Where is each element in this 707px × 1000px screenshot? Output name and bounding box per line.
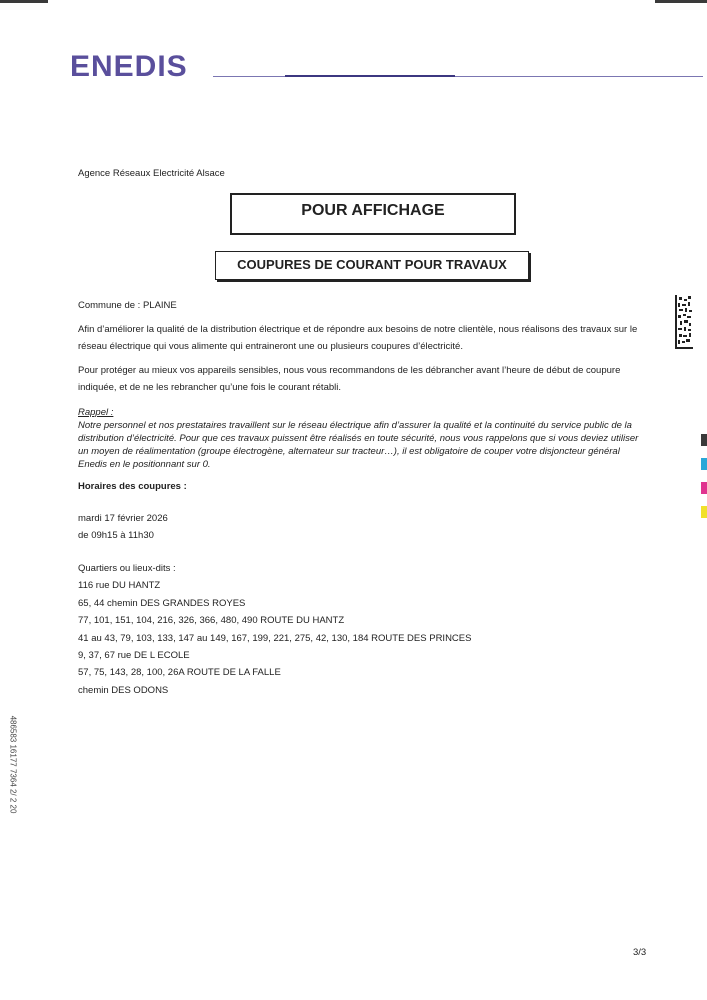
print-mark-magenta (701, 482, 707, 494)
schedule-date: mardi 17 février 2026 (78, 513, 168, 524)
list-item: 77, 101, 151, 104, 216, 326, 366, 480, 490 ROUTE DU HANTZ (78, 615, 345, 627)
page-title: POUR AFFICHAGE (301, 202, 445, 219)
datamatrix-code (675, 295, 693, 349)
scan-mark-left (0, 0, 48, 3)
scan-mark-right (655, 0, 707, 3)
enedis-logo: ENEDIS (70, 50, 188, 83)
schedule-heading: Horaires des coupures : (78, 481, 187, 492)
rappel-label: Rappel : (78, 407, 114, 418)
intro-paragraph: Afin d’améliorer la qualité de la distribution électrique et de répondre aux besoins de notre clientèle, nous réalisons des travaux sur le réseau électrique qui vous alimente qui entraineront une ou plusieurs coupures d’électricité. (78, 324, 638, 352)
side-code: 486583 16177 7364 2/ 2 20 (8, 715, 18, 814)
rappel-text: Notre personnel et nos prestataires travaillent sur le réseau électrique afin d’assurer la qualité et la continuité du service public de la distribution d’électricité. Pour que ces travaux puissent être réalisés en toute sécurité, nous vous rappelons que si vous deviez utiliser un moyen de réalimentation (groupe électrogène, alternateur sur tracteur…), il est obligatoire de couper votre disjoncteur général Enedis en le positionnant sur 0. (78, 420, 639, 470)
list-item: 9, 37, 67 rue DE L ECOLE (78, 650, 190, 662)
list-item: 116 rue DU HANTZ (78, 580, 161, 592)
page-number: 3/3 (633, 947, 647, 958)
areas-list (78, 560, 471, 699)
print-mark-black (701, 434, 707, 446)
advice-paragraph: Pour protéger au mieux vos appareils sensibles, nous vous recommandons de les débrancher avant l’heure de début de coupure indiquée, et de ne les rebrancher qu’une fois le courant rétabli. (78, 365, 621, 393)
page-subtitle: COUPURES DE COURANT POUR TRAVAUX (237, 257, 507, 272)
list-item: 41 au 43, 79, 103, 133, 147 au 149, 167, 199, 221, 275, 42, 130, 184 ROUTE DES PRINCES (78, 632, 472, 644)
print-mark-cyan (701, 458, 707, 470)
print-mark-yellow (701, 506, 707, 518)
list-item: chemin DES ODONS (78, 684, 169, 696)
list-item: 57, 75, 143, 28, 100, 26A ROUTE DE LA FALLE (78, 667, 281, 679)
header-rule-accent (285, 75, 455, 77)
list-item: 65, 44 chemin DES GRANDES ROYES (78, 597, 246, 609)
areas-heading: Quartiers ou lieux-dits : (78, 563, 176, 574)
commune-line: Commune de : PLAINE (78, 300, 177, 311)
agency-name: Agence Réseaux Electricité Alsace (78, 168, 225, 179)
schedule-time: de 09h15 à 11h30 (78, 530, 154, 541)
